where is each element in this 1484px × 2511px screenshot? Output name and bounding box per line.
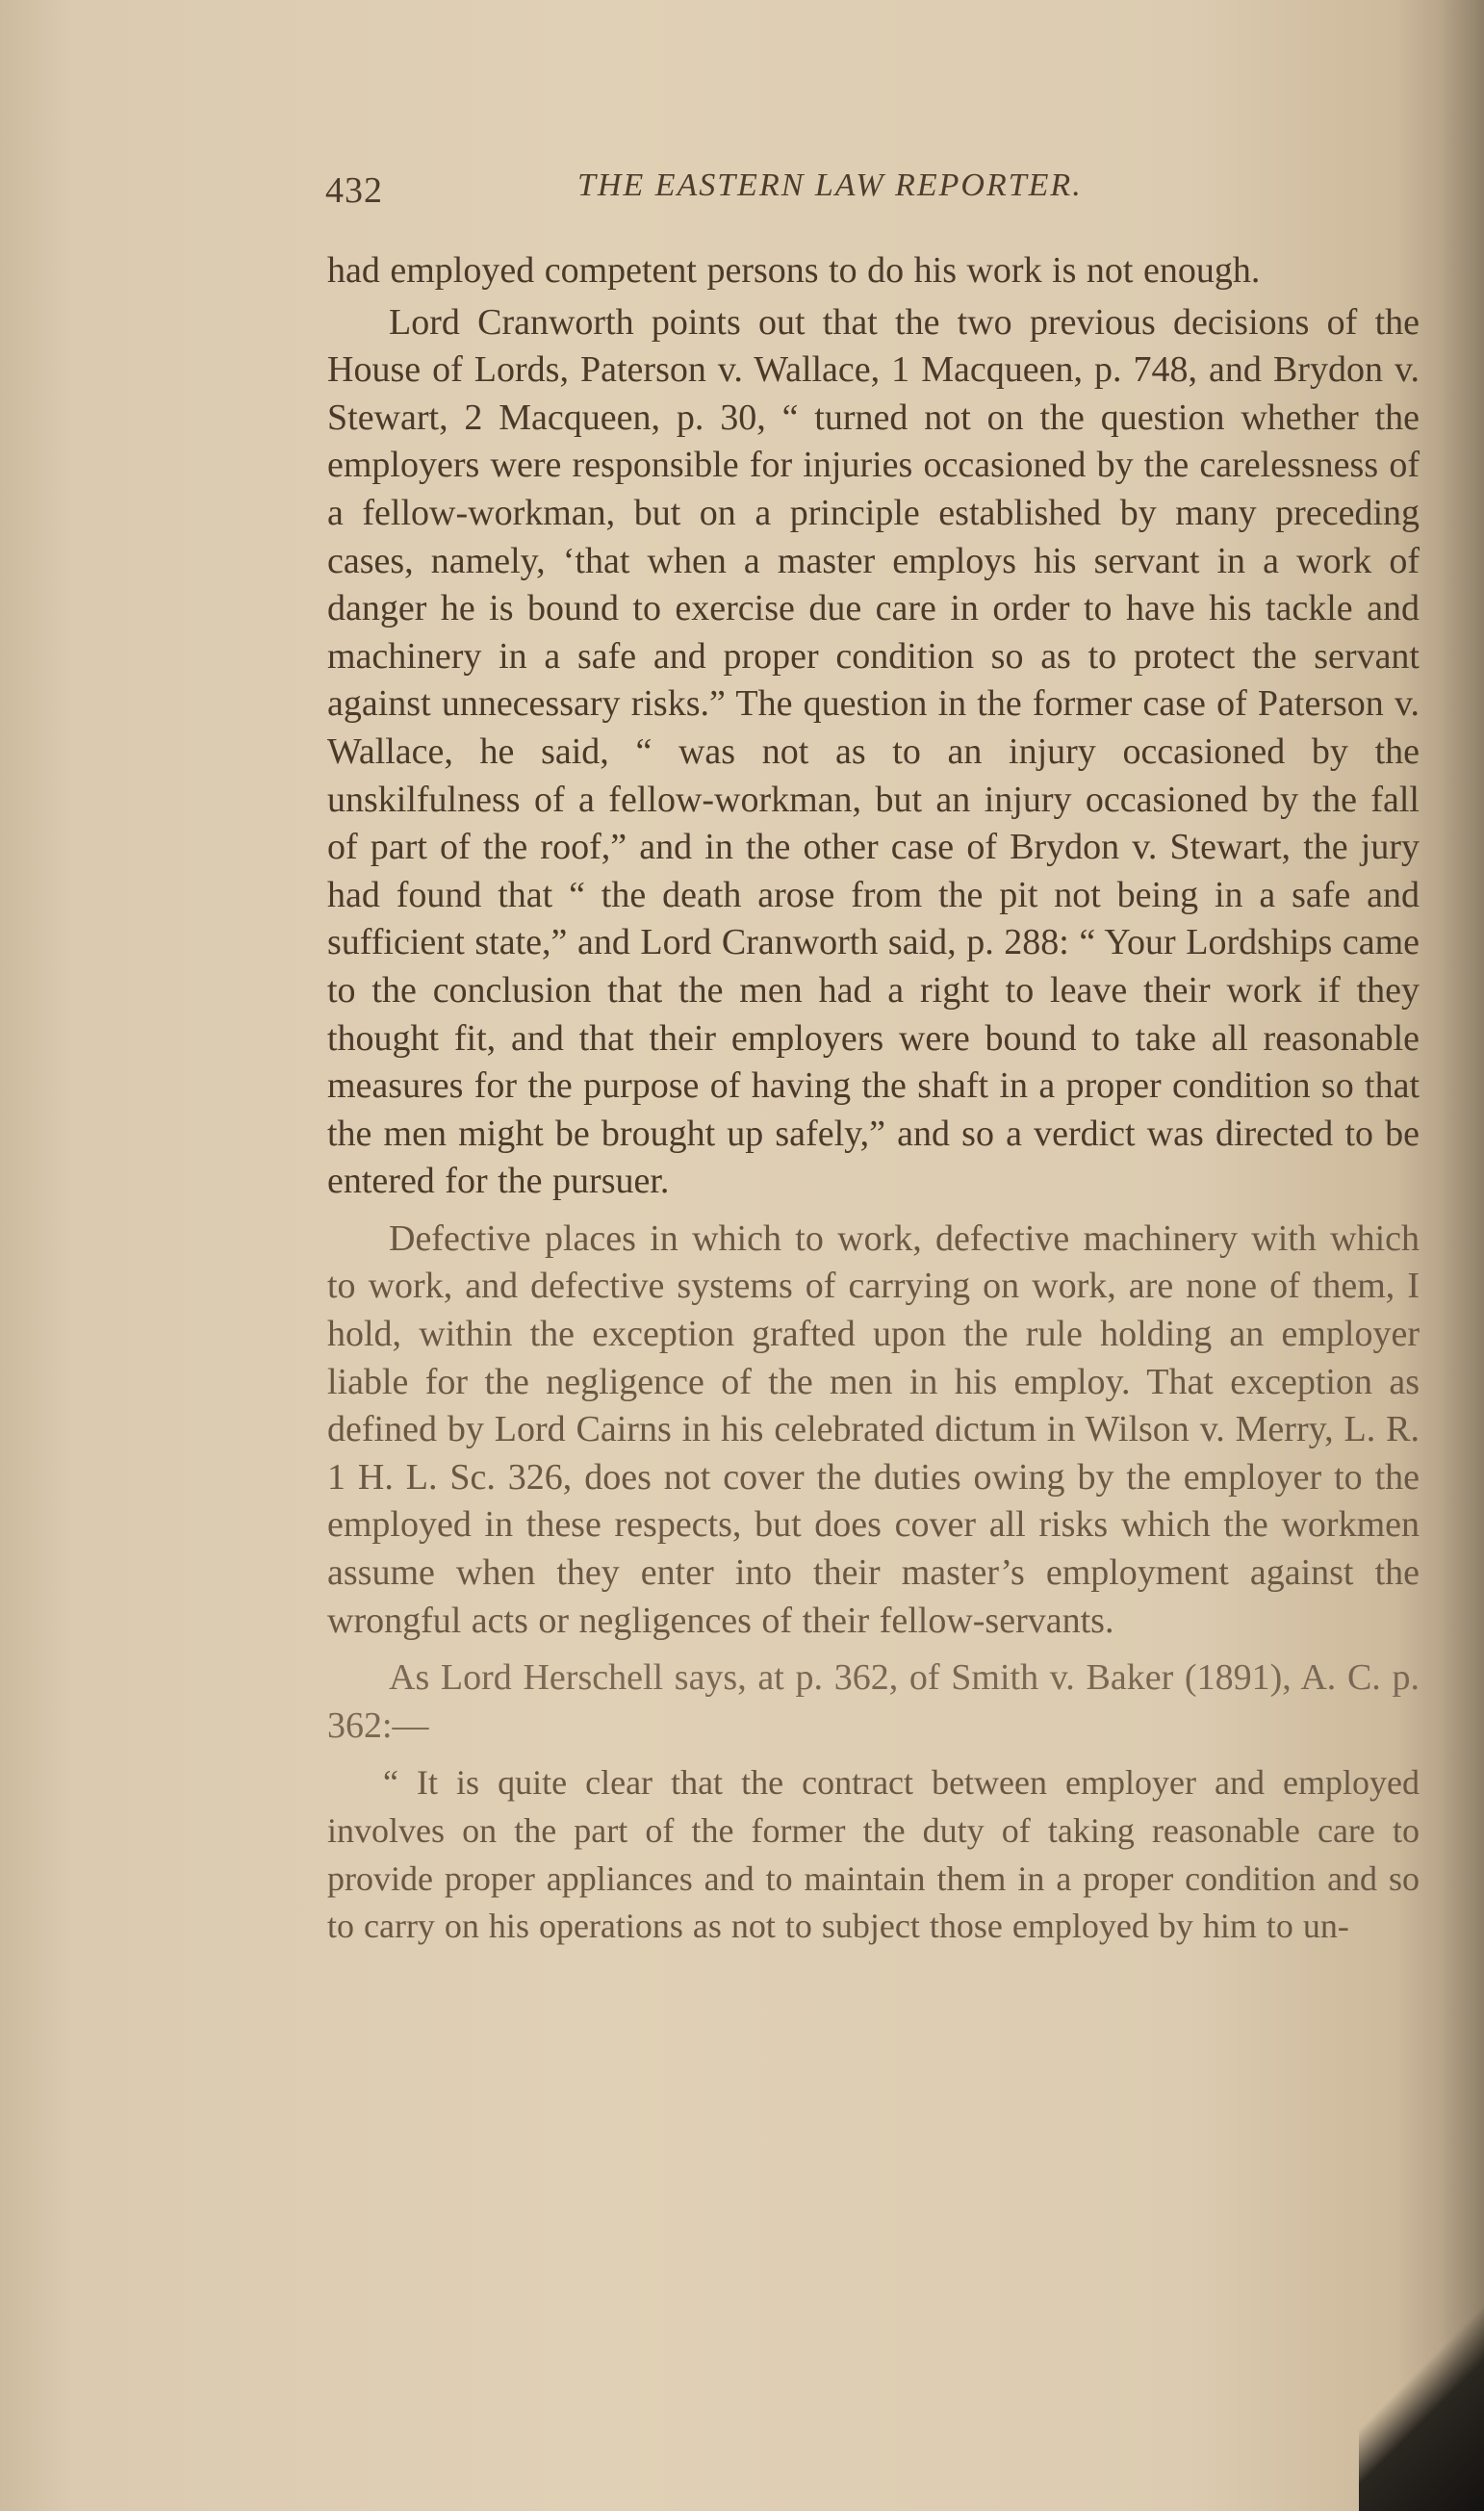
- running-head: THE EASTERN LAW REPORTER.: [577, 167, 1083, 203]
- page-header: [325, 162, 1403, 219]
- paragraph-herschell: As Lord Herschell says, at p. 362, of Smith v. Baker (1891), A. C. p. 362:—: [327, 1657, 1420, 1746]
- body-text: [327, 247, 1420, 1951]
- paragraph-defective-places: Defective places in which to work, defective machinery with which to work, and defective systems of carrying on work, are none of them, I hold, within the exception grafted upon the rule holding an employer liable for the negligence of the men in his employ. That exception as defined by Lord Cairns in his celebrated dictum in Wilson v. Merry, L. R. 1 H. L. Sc. 326, does not cover the duties owing by the employer to the employed in these respects, but does cover all risks which the workmen assume when they enter into their master’s employment against the wrongful acts or negligences of their fellow-servants.: [327, 1217, 1420, 1641]
- paragraph-continuation: had employed competent persons to do his work is not enough.: [327, 250, 1261, 291]
- block-quote: “ It is quite clear that the contract between employer and employed involves on the part of the former the duty of taking reasonable care to provide proper appliances and to maintain them in a proper condition and so to carry on his operations as not to subject those employed by him to un-: [327, 1763, 1420, 1946]
- page-number: 432: [325, 170, 383, 211]
- paragraph-cranworth: Lord Cranworth points out that the two previous decisions of the House of Lords, Paterson v. Wallace, 1 Macqueen, p. 748, and Brydon v. Stewart, 2 Macqueen, p. 30, “ turned not on the question whether the employers were responsible for injuries occasioned by the carelessness of a fellow-workman, but on a principle established by many preceding cases, namely, ‘that when a master employs his servant in a work of danger he is bound to exercise due care in order to have his tackle and machinery in a safe and proper condition so as to protect the servant against unnecessary risks.” The question in the former case of Paterson v. Wallace, he said, “ was not as to an injury occasioned by the unskilfulness of a fellow-workman, but an injury occasioned by the fall of part of the roof,” and in the other case of Brydon v. Stewart, the jury had found that “ the death arose from the pit not being in a safe and sufficient state,” and Lord Cranworth said, p. 288: “ Your Lordships came to the conclusion that the men had a right to leave their work if they thought fit, and that their employers were bound to take all reasonable measures for the purpose of having the shaft in a proper condition so that the men might be brought up safely,” and so a verdict was directed to be entered for the pursuer.: [327, 301, 1420, 1202]
